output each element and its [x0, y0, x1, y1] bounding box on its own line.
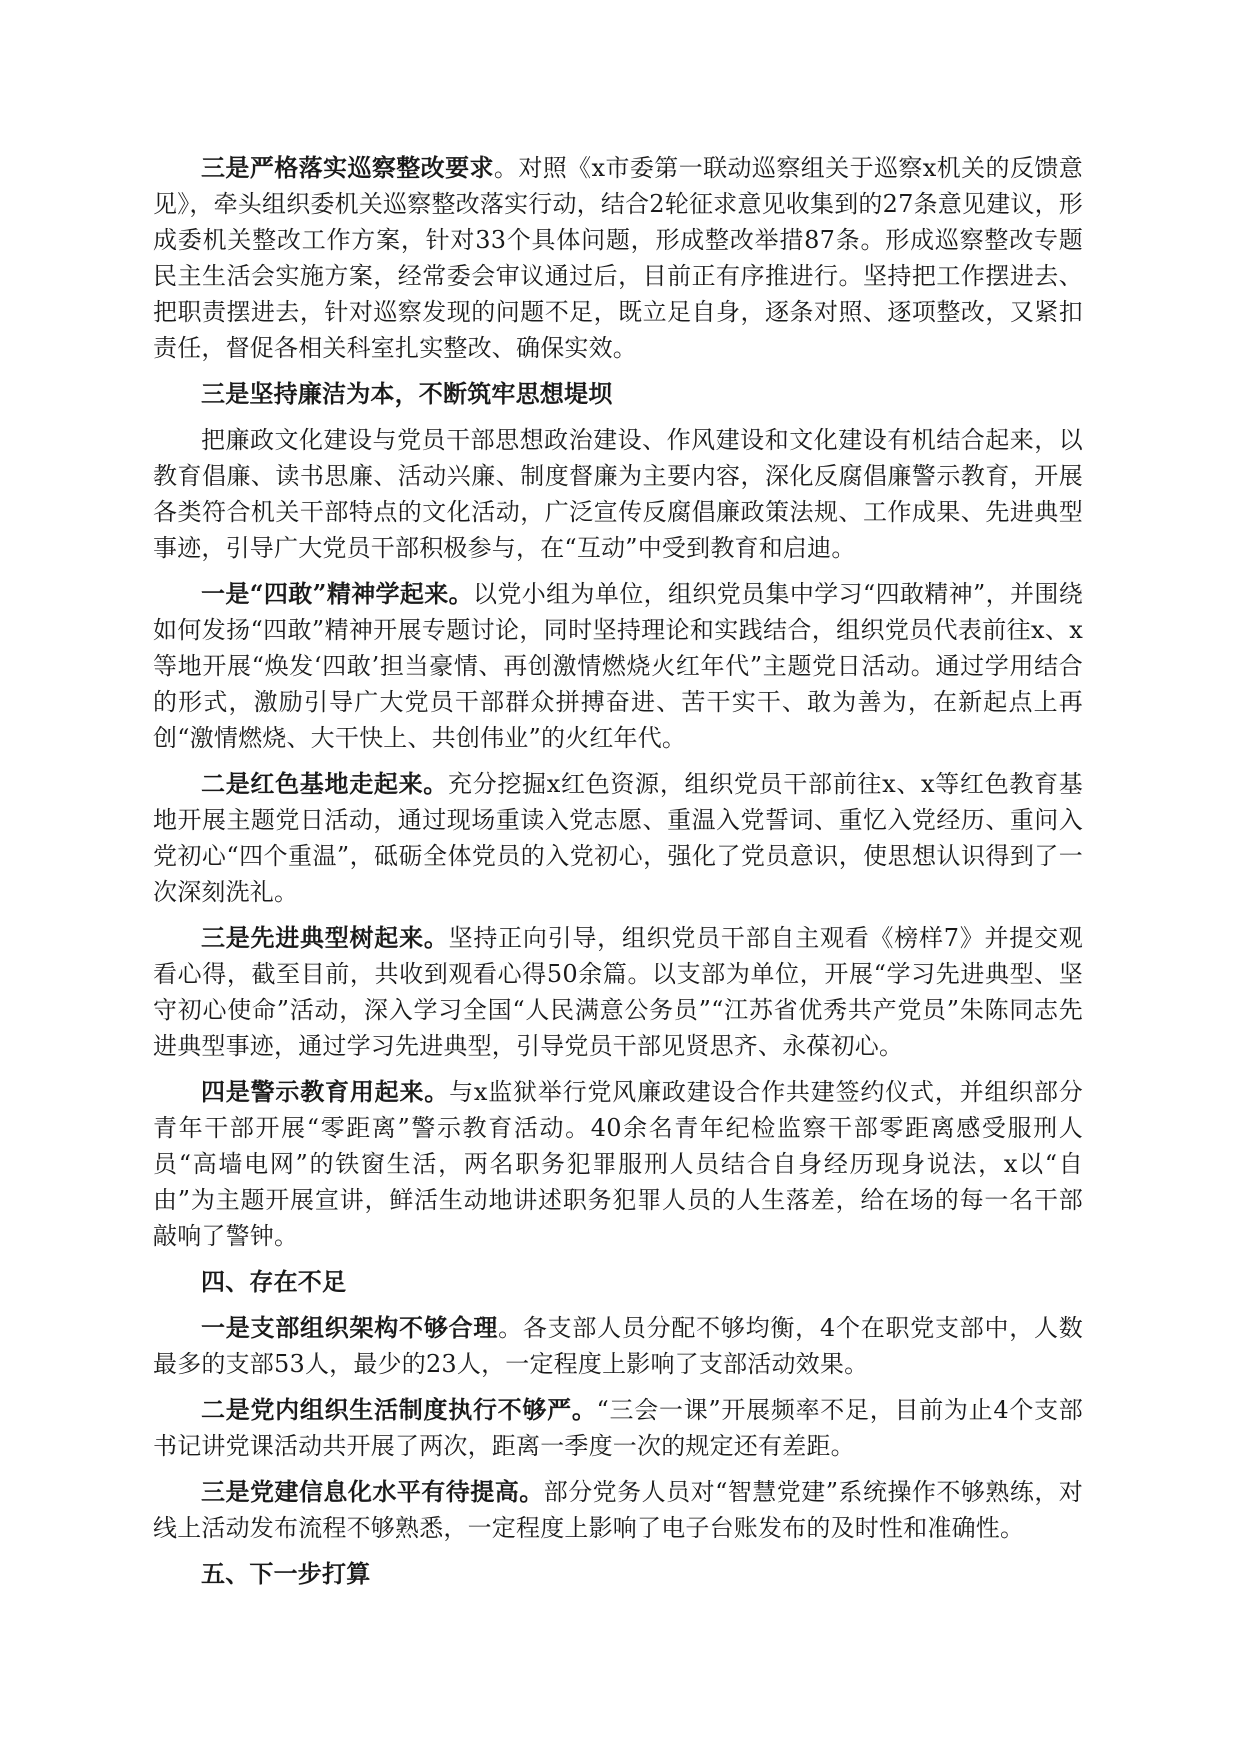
paragraph-warning-education: [153, 1074, 1083, 1254]
paragraph-lead: 三是严格落实巡察整改要求: [201, 153, 494, 182]
paragraph-body: 充分挖掘x红色资源，组织党员干部前往x、x等红色教育基地开展主题党日活动，通过现场重读入党志愿、重温入党誓词、重忆入党经历、重问入党初心“四个重温”，砥砺全体党员的入党初心，强化了党员意识，使思想认识得到了一次深刻洗礼。: [153, 770, 1083, 906]
paragraph-body: 部分党务人员对“智慧党建”系统操作不够熟练，对线上活动发布流程不够熟悉，一定程度上影响了电子台账发布的及时性和准确性。: [153, 1478, 1083, 1542]
paragraph-red-base: [153, 766, 1083, 910]
paragraph-organizational-life: [153, 1392, 1083, 1464]
paragraph-branch-structure: [153, 1310, 1083, 1382]
paragraph-advanced-models: [153, 920, 1083, 1064]
paragraph-informatization: [153, 1474, 1083, 1546]
paragraph-body: “三会一课”开展频率不足，目前为止4个支部书记讲党课活动共开展了两次，距离一季度一次的规定还有差距。: [153, 1396, 1083, 1460]
paragraph-lead: 二是红色基地走起来。: [201, 769, 448, 798]
paragraph-body: 。各支部人员分配不够均衡，4个在职党支部中，人数最多的支部53人，最少的23人，一定程度上影响了支部活动效果。: [153, 1314, 1083, 1378]
paragraph-body: 以党小组为单位，组织党员集中学习“四敢精神”，并围绕如何发扬“四敢”精神开展专题讨论，同时坚持理论和实践结合，组织党员代表前往x、x等地开展“焕发‘四敢’担当豪情、再创激情燃烧火红年代”主题党日活动。通过学用结合的形式，激励引导广大党员干部群众拼搏奋进、苦干实干、敢为善为，在新起点上再创“激情燃烧、大干快上、共创伟业”的火红年代。: [153, 580, 1083, 752]
paragraph-integrity-culture: [153, 422, 1083, 566]
paragraph-lead: 一是支部组织架构不够合理: [201, 1313, 499, 1342]
paragraph-inspection-rectification: [153, 150, 1083, 366]
paragraph-lead: 四是警示教育用起来。: [201, 1077, 450, 1106]
section-heading-next-steps: 五、下一步打算: [201, 1559, 371, 1588]
paragraph-body: 把廉政文化建设与党员干部思想政治建设、作风建设和文化建设有机结合起来，以教育倡廉、读书思廉、活动兴廉、制度督廉为主要内容，深化反腐倡廉警示教育，开展各类符合机关干部特点的文化活动，广泛宣传反腐倡廉政策法规、工作成果、先进典型事迹，引导广大党员干部积极参与，在“互动”中受到教育和启迪。: [153, 426, 1083, 562]
paragraph-lead: 三是先进典型树起来。: [201, 923, 449, 952]
paragraph-four-dare-spirit: [153, 576, 1083, 756]
paragraph-body: 坚持正向引导，组织党员干部自主观看《榜样7》并提交观看心得，截至目前，共收到观看心得50余篇。以支部为单位，开展“学习先进典型、坚守初心使命”活动，深入学习全国“人民满意公务员”“江苏省优秀共产党员”朱陈同志先进典型事迹，通过学习先进典型，引导党员干部见贤思齐、永葆初心。: [153, 924, 1084, 1060]
paragraph-lead: 三是党建信息化水平有待提高。: [201, 1477, 544, 1506]
section-heading-integrity: 三是坚持廉洁为本，不断筑牢思想堤坝: [201, 379, 613, 408]
paragraph-body: 与x监狱举行党风廉政建设合作共建签约仪式，并组织部分青年干部开展“零距离”警示教育活动。40余名青年纪检监察干部零距离感受服刑人员“高墙电网”的铁窗生活，两名职务犯罪服刑人员结合自身经历现身说法，x以“自由”为主题开展宣讲，鲜活生动地讲述职务犯罪人员的人生落差，给在场的每一名干部敲响了警钟。: [153, 1078, 1084, 1250]
section-heading-shortcomings: 四、存在不足: [201, 1267, 347, 1296]
document-page: [153, 150, 1083, 1602]
paragraph-lead: 二是党内组织生活制度执行不够严。: [201, 1395, 597, 1424]
paragraph-lead: 一是“四敢”精神学起来。: [201, 579, 474, 608]
paragraph-body: 。对照《x市委第一联动巡察组关于巡察x机关的反馈意见》，牵头组织委机关巡察整改落实行动，结合2轮征求意见收集到的27条意见建议，形成委机关整改工作方案，针对33个具体问题，形成整改举措87条。形成巡察整改专题民主生活会实施方案，经常委会审议通过后，目前正有序推进行。坚持把工作摆进去、把职责摆进去，针对巡察发现的问题不足，既立足自身，逐条对照、逐项整改，又紧扣责任，督促各相关科室扎实整改、确保实效。: [153, 154, 1083, 362]
